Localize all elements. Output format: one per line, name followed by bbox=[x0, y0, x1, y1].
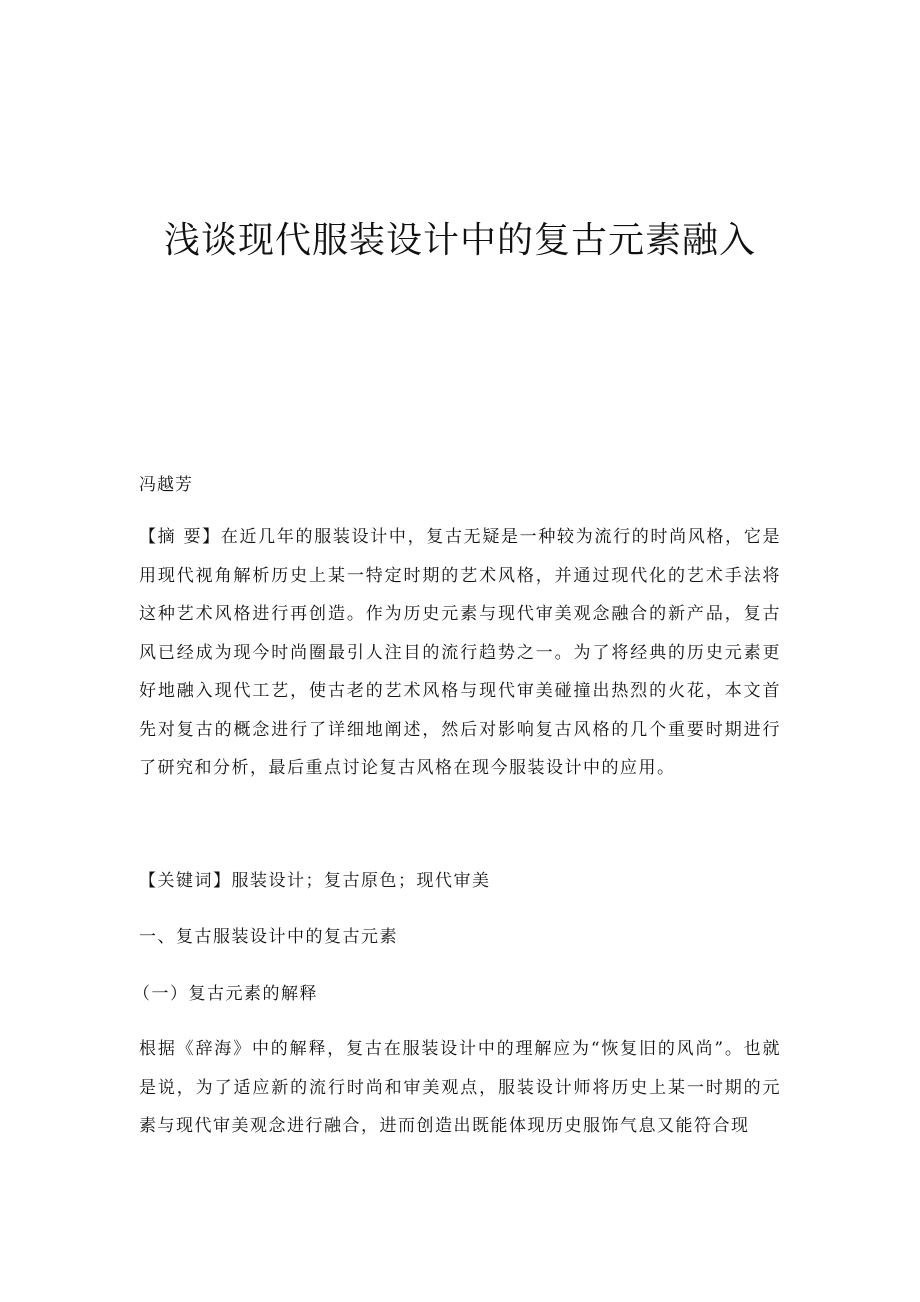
section-heading: 一、复古服装设计中的复古元素 bbox=[139, 927, 398, 947]
abstract-paragraph bbox=[139, 518, 781, 788]
abstract-label: 【摘 要】 bbox=[139, 527, 221, 547]
keywords-label: 【关键词】 bbox=[139, 871, 232, 891]
body-paragraph: 根据《辞海》中的解释，复古在服装设计中的理解应为“恢复旧的风尚”。也就是说，为了适应新的流行时尚和审美观点，服装设计师将历史上某一时期的元素与现代审美观念进行融合，进而创造出既能体现历史服饰气息又能符合现 bbox=[139, 1039, 781, 1136]
keywords-text: 服装设计；复古原色；现代审美 bbox=[231, 871, 491, 891]
subsection-heading: （一）复古元素的解释 bbox=[133, 984, 318, 1004]
keywords-paragraph bbox=[139, 862, 781, 901]
document-title: 浅谈现代服装设计中的复古元素融入 bbox=[163, 220, 756, 261]
author-name: 冯越芳 bbox=[139, 475, 193, 495]
abstract-text: 在近几年的服装设计中，复古无疑是一种较为流行的时尚风格，它是用现代视角解析历史上某一特定时期的艺术风格，并通过现代化的艺术手法将这种艺术风格进行再创造。作为历史元素与现代审美观念融合的新产品，复古风已经成为现今时尚圈最引人注目的流行趋势之一。为了将经典的历史元素更好地融入现代工艺，使古老的艺术风格与现代审美碰撞出热烈的火花，本文首先对复古的概念进行了详细地阐述，然后对影响复古风格的几个重要时期进行了研究和分析，最后重点讨论复古风格在现今服装设计中的应用。 bbox=[139, 527, 782, 778]
